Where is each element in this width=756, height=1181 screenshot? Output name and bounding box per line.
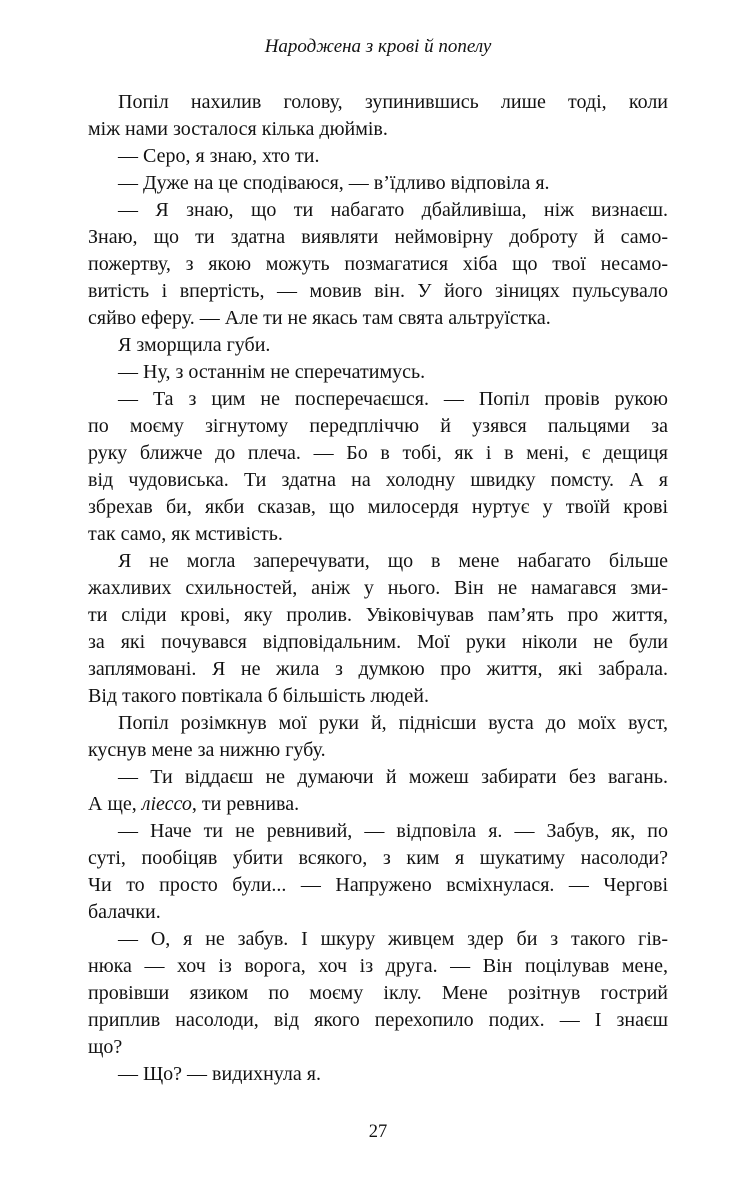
text-segment: Я зморщила губи. — [118, 334, 271, 356]
text-segment: що? — [88, 1036, 123, 1058]
text-line — [88, 278, 668, 305]
body-text — [88, 89, 668, 1088]
text-line — [88, 791, 668, 818]
paragraph — [88, 143, 668, 170]
text-line — [88, 440, 668, 467]
paragraph — [88, 197, 668, 332]
text-segment: — Що? — видихнула я. — [118, 1063, 321, 1085]
text-segment: руку ближче до плеча. — Бо в тобі, як і в мені, є дещиця — [88, 442, 668, 464]
text-segment: , ти ревнива. — [191, 793, 300, 815]
paragraph — [88, 386, 668, 548]
paragraph — [88, 548, 668, 710]
text-segment: приплив насолоди, від якого перехопило подих. — І знаєш — [88, 1009, 668, 1031]
paragraph — [88, 1061, 668, 1088]
text-line — [88, 413, 668, 440]
text-segment: — О, я не забув. І шкуру живцем здер би з такого гів- — [118, 928, 668, 950]
text-segment: — Я знаю, що ти набагато дбайливіша, ніж визнаєш. — [118, 199, 668, 221]
text-line — [88, 332, 668, 359]
text-segment: — Дуже на це сподіваюся, — в’їдливо відповіла я. — [118, 172, 550, 194]
text-segment: так само, як мстивість. — [88, 523, 283, 545]
text-segment: витість і впертість, — мовив він. У його зіницях пульсувало — [88, 280, 668, 302]
text-line — [88, 575, 668, 602]
text-segment: балачки. — [88, 901, 161, 923]
text-segment: куснув мене за нижню губу. — [88, 739, 326, 761]
text-segment: ти сліди крові, яку пролив. Увіковічував пам’ять про життя, — [88, 604, 668, 626]
text-line — [88, 1007, 668, 1034]
page-number: 27 — [368, 1122, 388, 1142]
text-line — [88, 953, 668, 980]
running-header: Народжена з крові й попелу — [264, 36, 492, 57]
text-segment: сяйво еферу. — Але ти не якась там свята альтруїстка. — [88, 307, 551, 329]
text-line — [88, 1034, 668, 1061]
text-segment: Я не могла заперечувати, що в мене набагато більше — [118, 550, 668, 572]
text-line — [88, 386, 668, 413]
text-line — [88, 116, 668, 143]
paragraph — [88, 170, 668, 197]
text-line — [88, 872, 668, 899]
text-segment: Попіл розімкнув мої руки й, піднісши вуста до моїх вуст, — [118, 712, 668, 734]
text-line — [88, 845, 668, 872]
text-line — [88, 359, 668, 386]
text-segment: Попіл нахилив голову, зупинившись лише тоді, коли — [118, 91, 668, 113]
text-line — [88, 89, 668, 116]
text-line — [88, 197, 668, 224]
text-line — [88, 143, 668, 170]
text-line — [88, 737, 668, 764]
paragraph — [88, 926, 668, 1061]
paragraph — [88, 359, 668, 386]
text-segment: — Ну, з останнім не сперечатимусь. — [118, 361, 426, 383]
text-line — [88, 602, 668, 629]
text-segment: — Наче ти не ревнивий, — відповіла я. — Забув, як, по — [118, 820, 668, 842]
text-line — [88, 305, 668, 332]
text-line — [88, 494, 668, 521]
text-line — [88, 467, 668, 494]
text-segment: — Ти віддаєш не думаючи й можеш забирати без вагань. — [118, 766, 668, 788]
paragraph — [88, 818, 668, 926]
text-line — [88, 764, 668, 791]
text-segment: між нами зосталося кілька дюймів. — [88, 118, 388, 140]
text-segment: за які почувався відповідальним. Мої руки ніколи не були — [88, 631, 668, 653]
text-segment: Від такого повтікала б більшість людей. — [88, 685, 429, 707]
text-line — [88, 683, 668, 710]
text-line — [88, 656, 668, 683]
text-line — [88, 629, 668, 656]
text-segment: нюка — хоч із ворога, хоч із друга. — Він поцілував мене, — [88, 955, 668, 977]
text-line — [88, 980, 668, 1007]
text-segment: Чи то просто були... — Напружено всміхнулася. — Чергові — [88, 874, 668, 896]
paragraph — [88, 89, 668, 143]
paragraph — [88, 332, 668, 359]
text-segment: — Серо, я знаю, хто ти. — [118, 145, 320, 167]
text-segment: жахливих схильностей, аніж у нього. Він не намагався зми- — [88, 577, 668, 599]
italic-term: ліессо — [141, 793, 192, 815]
text-line — [88, 926, 668, 953]
text-segment: Знаю, що ти здатна виявляти неймовірну доброту й само- — [88, 226, 668, 248]
paragraph — [88, 710, 668, 764]
text-segment: заплямовані. Я не жила з думкою про життя, які забрала. — [88, 658, 668, 680]
text-line — [88, 251, 668, 278]
text-segment: збрехав би, якби сказав, що милосердя нуртує у твоїй крові — [88, 496, 668, 518]
text-line — [88, 224, 668, 251]
text-segment: суті, пообіцяв убити всякого, з ким я шукатиму насолоди? — [88, 847, 668, 869]
text-segment: А ще, — [88, 793, 142, 815]
text-line — [88, 170, 668, 197]
text-line — [88, 548, 668, 575]
text-segment: пожертву, з якою можуть позмагатися хіба що твої несамо- — [88, 253, 668, 275]
text-line — [88, 710, 668, 737]
text-line — [88, 818, 668, 845]
text-line — [88, 899, 668, 926]
paragraph — [88, 764, 668, 818]
text-line — [88, 521, 668, 548]
text-segment: провівши язиком по моєму іклу. Мене розітнув гострий — [88, 982, 668, 1004]
text-segment: по моєму зігнутому передпліччю й узявся пальцями за — [88, 415, 668, 437]
text-segment: — Та з цим не посперечаєшся. — Попіл провів рукою — [118, 388, 668, 410]
text-segment: від чудовиська. Ти здатна на холодну швидку помсту. А я — [88, 469, 668, 491]
text-line — [88, 1061, 668, 1088]
